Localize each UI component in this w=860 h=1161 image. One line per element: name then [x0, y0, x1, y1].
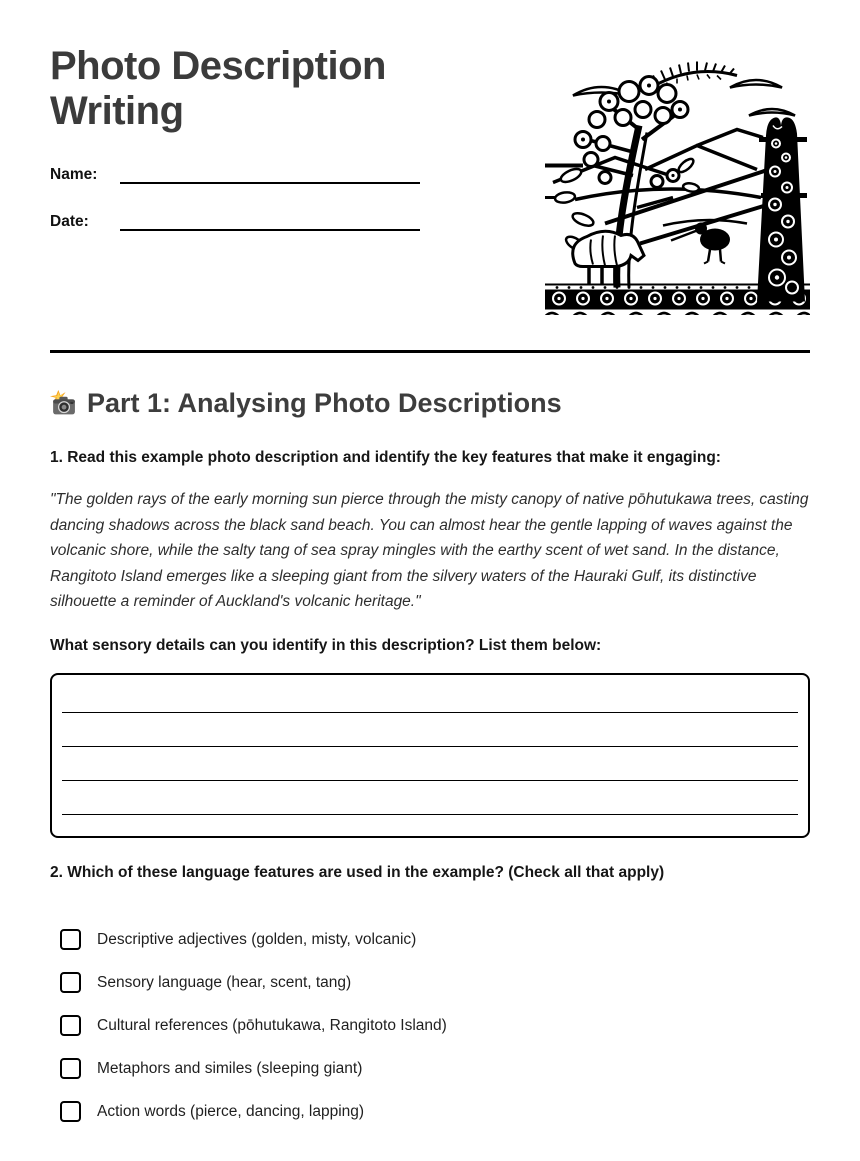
checkbox-action-words[interactable]	[60, 1101, 81, 1122]
date-input-line[interactable]	[120, 209, 420, 231]
page-title: Photo Description Writing	[50, 44, 386, 133]
checkbox-sensory-language[interactable]	[60, 972, 81, 993]
section-divider	[50, 350, 810, 353]
part1-heading	[50, 387, 810, 419]
checkbox-label: Action words (pierce, dancing, lapping)	[97, 1102, 365, 1120]
answer-line-4[interactable]	[62, 781, 798, 815]
camera-flash-icon	[50, 390, 77, 417]
nz-woodcut-illustration	[545, 45, 810, 315]
answer-line-1[interactable]	[62, 679, 798, 713]
checklist-item	[60, 1014, 810, 1038]
question-2: 2. Which of these language features are used in the example? (Check all that apply)	[50, 863, 665, 881]
checkbox-descriptive-adjectives[interactable]	[60, 929, 81, 950]
maori-pou-icon	[757, 117, 805, 301]
checkbox-label: Descriptive adjectives (golden, misty, volcanic)	[97, 930, 417, 948]
question-1: 1. Read this example photo description and identify the key features that make it engaging:	[50, 449, 721, 466]
header	[50, 0, 810, 350]
wave-border-icon	[545, 313, 810, 315]
checklist-item	[60, 1057, 810, 1081]
language-features-checklist	[50, 928, 810, 1124]
date-label: Date:	[50, 212, 89, 230]
checkbox-label: Cultural references (pōhutukawa, Rangitoto Island)	[97, 1016, 447, 1034]
sheep-icon	[573, 231, 644, 285]
answer-line-3[interactable]	[62, 747, 798, 781]
checklist-item	[60, 928, 810, 952]
checkbox-metaphors-similes[interactable]	[60, 1058, 81, 1079]
name-label: Name:	[50, 165, 98, 183]
name-input-line[interactable]	[120, 162, 420, 184]
checklist-item	[60, 1100, 810, 1124]
sensory-details-prompt: What sensory details can you identify in this description? List them below:	[50, 636, 602, 654]
checkbox-label: Metaphors and similes (sleeping giant)	[97, 1059, 363, 1077]
kiwi-icon	[671, 223, 730, 264]
answer-line-2[interactable]	[62, 713, 798, 747]
checklist-item	[60, 971, 810, 995]
example-quote: "The golden rays of the early morning sun pierce through the misty canopy of native pōhutukawa trees, casting dancing shadows across the black sand beach. You can almost hear the gentle lapping of waves against the volcanic shore, while the salty tang of sea spray mingles with the earthy scent of wet sand. In the distance, Rangitoto Island emerges like a sleeping giant from the silvery waters of the Hauraki Gulf, its distinctive silhouette a reminder of Auckland's volcanic heritage."	[50, 491, 809, 611]
checkbox-cultural-references[interactable]	[60, 1015, 81, 1036]
part1-heading-text: Part 1: Analysing Photo Descriptions	[87, 388, 562, 418]
checkbox-label: Sensory language (hear, scent, tang)	[97, 973, 352, 991]
answer-box[interactable]	[50, 673, 810, 838]
